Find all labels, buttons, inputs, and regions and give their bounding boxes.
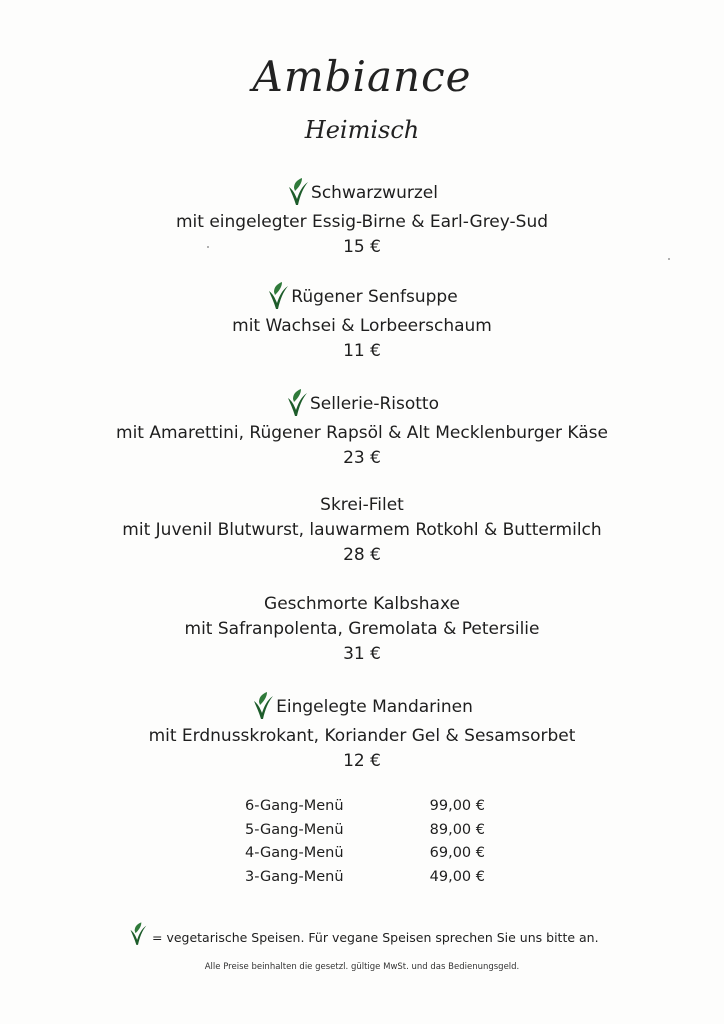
dish-description: mit eingelegter Essig-Birne & Earl-Grey-Sud [175, 212, 549, 232]
set-menu-row [245, 819, 485, 843]
dish-price: 28 € [343, 545, 381, 565]
vegetarian-leaf-icon [285, 389, 309, 417]
set-menu-row [245, 866, 485, 890]
dish-price: 11 € [343, 341, 381, 361]
dish-item [0, 692, 724, 774]
dish-item [0, 592, 724, 667]
dish-price: 12 € [343, 751, 381, 771]
menu-subtitle: Heimisch [304, 116, 420, 144]
set-menu-price: 99,00 € [429, 798, 485, 814]
dish-price: 31 € [343, 644, 381, 664]
price-footnote: Alle Preise beinhalten die gesetzl. gültige MwSt. und das Bedienungsgeld. [204, 962, 520, 972]
set-menu-label: 5-Gang-Menü [245, 821, 344, 838]
menu-title: Ambiance [252, 52, 472, 101]
set-menu-label: 4-Gang-Menü [245, 845, 344, 861]
dish-name: Rügener Senfsuppe [291, 287, 458, 307]
dish-name: Schwarzwurzel [311, 183, 438, 203]
dish-item [0, 178, 724, 260]
paper-speck [668, 258, 670, 260]
legend-text: = vegetarische Speisen. Für vegane Speisen sprechen Sie uns bitte an. [152, 930, 599, 945]
vegetarian-leaf-icon [266, 282, 290, 310]
dish-item [0, 389, 724, 471]
set-menu-row [245, 795, 485, 819]
set-menu-price: 89,00 € [429, 821, 485, 838]
vegetarian-leaf-icon [251, 692, 275, 720]
dish-name: Sellerie-Risotto [310, 394, 439, 414]
set-menu-label: 3-Gang-Menü [245, 868, 344, 885]
dish-name: Geschmorte Kalbshaxe [264, 594, 460, 614]
set-menu-price: 69,00 € [429, 845, 485, 861]
paper-speck [207, 246, 209, 248]
dish-price: 23 € [343, 448, 381, 468]
dish-description: mit Amarettini, Rügener Rapsöl & Alt Mecklenburger Käse [116, 423, 608, 443]
vegetarian-legend [128, 921, 599, 947]
vegetarian-leaf-icon [128, 921, 148, 947]
dish-item [0, 493, 724, 568]
set-menu-price: 49,00 € [429, 868, 485, 885]
dish-description: mit Safranpolenta, Gremolata & Petersilie [184, 619, 540, 639]
dish-description: mit Wachsei & Lorbeerschaum [232, 316, 492, 336]
vegetarian-leaf-icon [286, 178, 310, 206]
dish-description: mit Erdnusskrokant, Koriander Gel & Sesamsorbet [148, 726, 576, 746]
set-menu-row [245, 842, 485, 866]
dish-name: Skrei-Filet [320, 495, 404, 515]
dish-name: Eingelegte Mandarinen [276, 697, 473, 717]
set-menu-list [245, 795, 485, 889]
dish-item [0, 282, 724, 364]
dish-description: mit Juvenil Blutwurst, lauwarmem Rotkohl & Buttermilch [122, 520, 602, 540]
dish-price: 15 € [343, 237, 381, 257]
set-menu-label: 6-Gang-Menü [245, 798, 344, 814]
